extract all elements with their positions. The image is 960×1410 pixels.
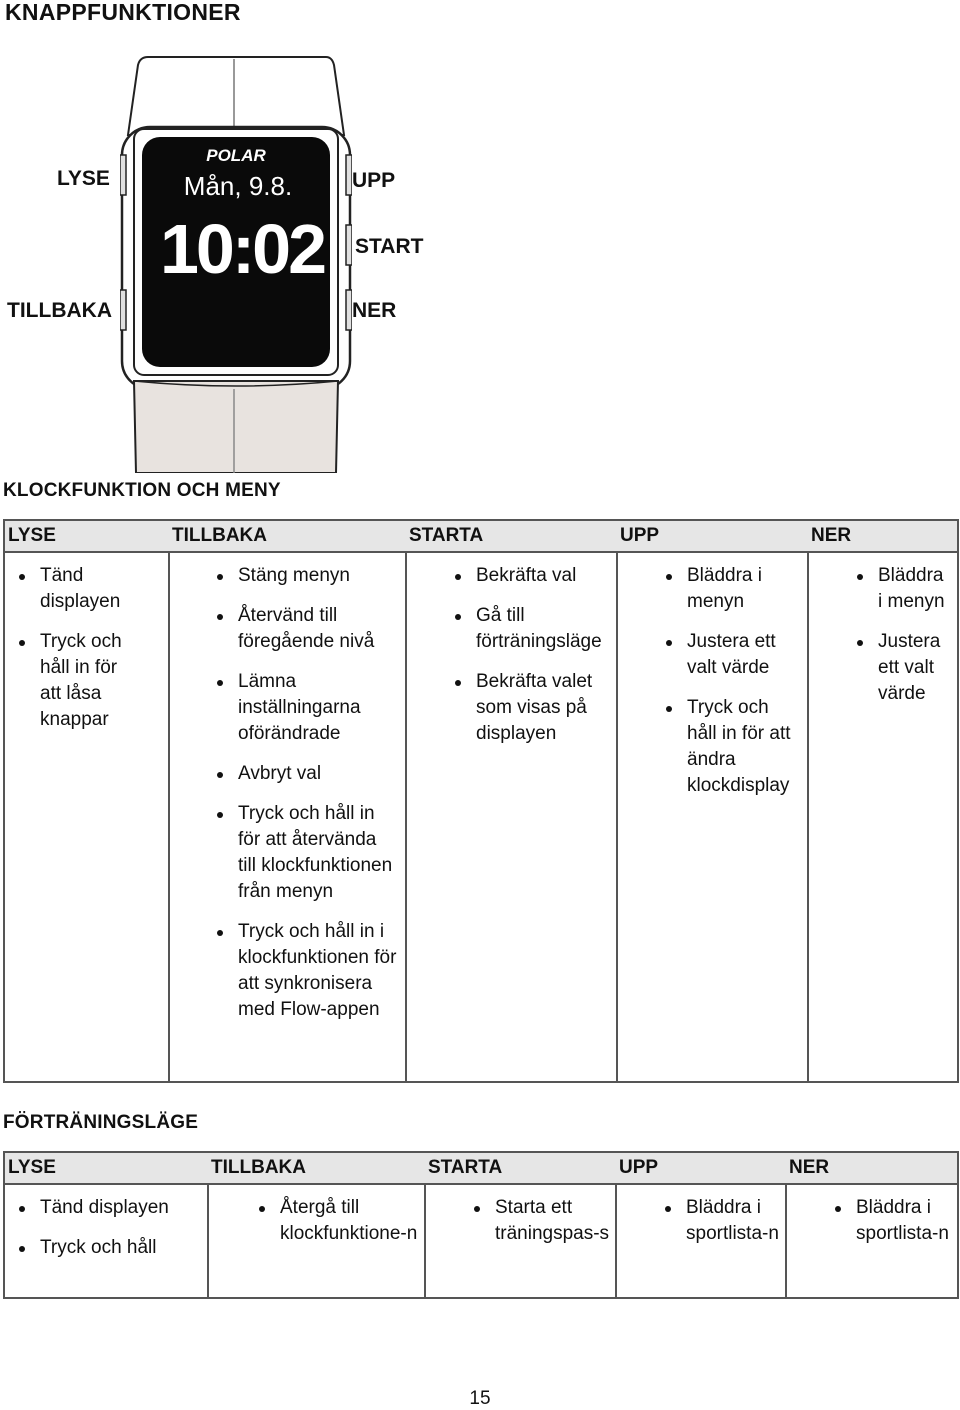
watch-illustration — [120, 55, 352, 473]
header-lyse: LYSE — [4, 1152, 208, 1184]
table-klockfunktion — [3, 519, 959, 1083]
list-item: Tryck och håll in i klockfunktionen för att synkronisera med Flow-appen — [238, 919, 398, 1023]
label-upp: UPP — [352, 169, 396, 192]
list-item: Justera ett valt värde — [878, 629, 950, 707]
table-row — [4, 1184, 958, 1298]
header-lyse: LYSE — [4, 520, 169, 552]
table-header-row — [4, 1152, 958, 1184]
label-tillbaka: TILLBAKA — [7, 299, 112, 322]
header-upp: UPP — [616, 1152, 786, 1184]
cell-upp — [616, 1184, 786, 1298]
header-ner: NER — [786, 1152, 958, 1184]
list-item: Återgå till klockfunktione-n — [280, 1195, 420, 1247]
table-header-row — [4, 520, 958, 552]
list-item: Bläddra i menyn — [878, 563, 950, 615]
watch-time: 10:02 — [159, 210, 325, 288]
list-item: Bläddra i sportlista-n — [686, 1195, 781, 1247]
list-item: Tänd displayen — [40, 1195, 180, 1221]
header-upp: UPP — [617, 520, 808, 552]
page-number: 15 — [469, 1388, 491, 1409]
list-item: Lämna inställningarna oförändrade — [238, 669, 398, 747]
list-item: Återvänd till föregående nivå — [238, 603, 398, 655]
list-item: Bekräfta valet som visas på displayen — [476, 669, 611, 747]
list-item: Justera ett valt värde — [687, 629, 802, 681]
label-ner: NER — [352, 299, 397, 322]
cell-starta — [406, 552, 617, 1082]
header-starta: STARTA — [425, 1152, 616, 1184]
table-row — [4, 552, 958, 1082]
cell-lyse — [4, 1184, 208, 1298]
page-title: KNAPPFUNKTIONER — [5, 0, 241, 25]
section-title-fortraningslage: FÖRTRÄNINGSLÄGE — [3, 1112, 199, 1133]
list-item: Stäng menyn — [238, 563, 398, 589]
list-item: Tänd displayen — [40, 563, 135, 615]
list-item: Tryck och håll in för att ändra klockdisplay — [687, 695, 802, 799]
list-item: Tryck och håll in för att återvända till klockfunktionen från menyn — [238, 801, 398, 905]
header-starta: STARTA — [406, 520, 617, 552]
list-item: Tryck och håll in för att låsa knappar — [40, 629, 135, 733]
cell-upp — [617, 552, 808, 1082]
cell-ner — [808, 552, 958, 1082]
header-tillbaka: TILLBAKA — [169, 520, 406, 552]
list-item: Bekräfta val — [476, 563, 611, 589]
table-fortraningslage — [3, 1151, 959, 1299]
watch-date: Mån, 9.8. — [183, 171, 293, 201]
cell-tillbaka — [208, 1184, 425, 1298]
header-ner: NER — [808, 520, 958, 552]
brand-logo: POLAR — [206, 146, 266, 165]
list-item: Tryck och håll — [40, 1235, 180, 1261]
list-item: Bläddra i menyn — [687, 563, 802, 615]
cell-ner — [786, 1184, 958, 1298]
list-item: Avbryt val — [238, 761, 398, 787]
label-lyse: LYSE — [57, 167, 110, 190]
list-item: Gå till förträningsläge — [476, 603, 611, 655]
cell-lyse — [4, 552, 169, 1082]
section-title-klockfunktion: KLOCKFUNKTION OCH MENY — [3, 480, 281, 501]
label-start: START — [355, 235, 424, 258]
list-item: Starta ett träningspas-s — [495, 1195, 610, 1247]
list-item: Bläddra i sportlista-n — [856, 1195, 951, 1247]
cell-tillbaka — [169, 552, 406, 1082]
header-tillbaka: TILLBAKA — [208, 1152, 425, 1184]
cell-starta — [425, 1184, 616, 1298]
